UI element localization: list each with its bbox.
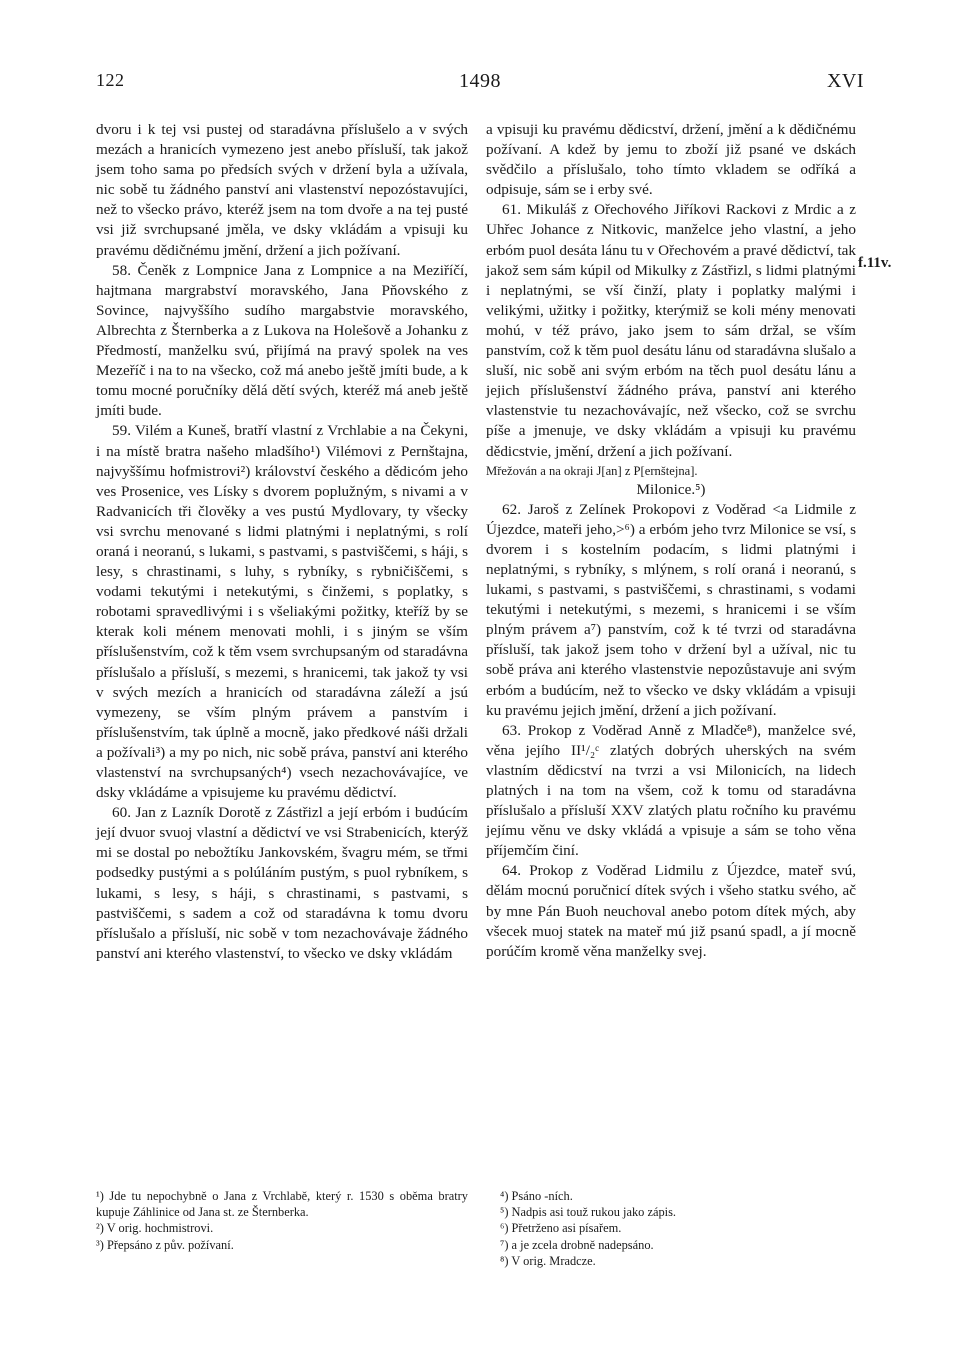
entry-60: 60. Jan z Lazník Dorotě z Zástřizl a její erbóm i budúcím její dvuor svuoj vlastní a dědictví ve vsi Strabenicích, kterýž mi se dostal po nebožtíku Jankovském, švagru mém, se třmi podsedky pustými a s polúláním pustým, s puol rybníkem, s lukami, s lesy, s háji, s chrastinami, s pastvami, s pastviščemi, s sadem a což od staradávna k tomu dvoru příslušalo a přísluší, nic sobě v tom nezachovávaje žádného panství ani kterého vlastenství, to všecko ve dsky vkládám	[96, 804, 468, 962]
entry-61-note: Mřežován a na okraji J[an] z P[ernštejna].	[486, 463, 698, 478]
entry-63: 63. Prokop z Voděrad Anně z Mladče⁸), manželce své, věna jejího II¹/₂ᶜ zlatých dobrých uherských na svém vlastním dědicství na tvrzi a vsi Milonicích, na lidech platných i na tom na všem, což k tomu od staradávna příslušalo a přísluší XXV zlatých platu ročního ku pravému jejímu věnu ve dsky vkládá a vpisuje a sám se toho věna příjemčím činí.	[486, 721, 856, 860]
paragraph-continued-right: a vpisuji ku pravému dědicství, držení, jmění a k dědičnému požívaní. A kdež by jemu to zboží již psané ve dskách svědčilo a příslušalo, toho tímto vkladem se odříká a odpisuje, sám se i erby své.	[486, 121, 856, 199]
footnotes-right	[500, 1188, 856, 1269]
page-number: 122	[96, 70, 125, 90]
section-heading-milonice: Milonice.⁵)	[636, 480, 706, 498]
footnote-1: ¹) Jde tu nepochybně o Jana z Vrchlabě, který r. 1530 s oběma bratry kupuje Záhlinice od Jana st. ze Šternberka.	[96, 1189, 468, 1220]
paragraph-continued: dvoru i k tej vsi pustej od staradávna příslušelo a v svých mezách a hranicích vymezeno jest anebo přísluší, tak jakož jsem toho sama po předsích svých v držení byla a užívala, nic sobě tu žádného panství ani vlastenství nepozóstavujíci, než to všecko právo, kteréž jsem na tom dvoře a na tej pusté vsi již svrchupsané jměla, ve dsky vkládám a vpisuji ku pravému dědičnému jmění, držení a jich požívaní.	[96, 121, 468, 259]
left-column	[96, 120, 468, 964]
entry-58: 58. Čeněk z Lompnice Jana z Lompnice a na Meziříčí, hajtmana margrabství moravského, Jana Pňovského z Sovince, najvyššího sudího margabstvie moravského, Albrechta z Šternberka a z Lukova na Holešově a Johanku z Předmostí, manželku svú, přijímá na pravý spolek na ves Mezeříč i na to na všecko, což má anebo ještě jmíti bude, a k tomu mocné poručníky dělá dětí svých, kteréž má aneb ještě jmíti bude.	[96, 261, 468, 420]
footnotes-left	[96, 1188, 468, 1253]
footnote-3: ³) Přepsáno z pův. požívaní.	[96, 1237, 234, 1252]
entry-62: 62. Jaroš z Zelínek Prokopovi z Voděrad <a Lidmile z Újezdce, mateři jeho,>⁶) a erbóm jeho tvrz Milonice se vsí, s dvorem i s kostelním podacím, s lidmi platnými i neplatnými, s rybníky, s mlýnem, s rolí oraná i neoranú, s lukami, s pastvami, s pastviščemi, s chrastinami, s vodami tekutými i netekutými, s mezemi, s hranicemi i se vším plným právem a⁷) panstvím, což k té tvrzi od staradávna přísluší, tak jakož jsem toho v držení byl a užíval, nic tu sobě práva ani kterého vlastenstvie nepozůstavuje ani svým erbóm a budúcím, než to všecko ve dsky vkládám a vpisuji ku pravému jejich jmění, držení a jich požívaní.	[486, 500, 856, 719]
footnote-8: ⁸) V orig. Mradcze.	[500, 1253, 596, 1268]
volume-number: XVI	[826, 70, 864, 92]
right-column	[486, 120, 856, 962]
footnote-7: ⁷) a je zcela drobně nadepsáno.	[500, 1237, 654, 1252]
footnote-2: ²) V orig. hochmistrovi.	[96, 1221, 214, 1236]
footnote-6: ⁶) Přetrženo asi písařem.	[500, 1221, 622, 1236]
folio-margin-note: f.11v.	[858, 255, 892, 271]
entry-64: 64. Prokop z Voděrad Lidmilu z Újezdce, mateř svú, dělám mocnú poručnicí dítek svých i všeho statku svého, ač by mne Pán Buoh neuchoval anebo potom dítek mých, aby všecek muoj statek na mateř mú již psanú spadl, a jí mocně porúčím kromě věna manželky svej.	[486, 862, 856, 960]
footnote-5: ⁵) Nadpis asi touž rukou jako zápis.	[500, 1205, 677, 1220]
footnote-4: ⁴) Psáno -ních.	[500, 1189, 573, 1203]
year-heading: 1498	[459, 70, 501, 92]
entry-59: 59. Vilém a Kuneš, bratří vlastní z Vrchlabie a na Čekyni, i na místě bratra našeho mladšího¹) Vilémovi z Pernštajna, najvyššímu hofmistrovi²) království českého a dědicóm jeho ves Prosenice, ves Lísky s dvorem poplužným, s nivami a v Radvanicích tři člověky a ves pustú Mydlovary, ty všecky vsi svrchu menované s lidmi platnými i neplatnými, s rolí oraná i neoranú, s lukami, s pastvami, s pastviščemi, s háji, s lesy, s chrastinami, s luhy, s rybníky, s rybničiščemi, s vodami tekutými i netekutými, s činžemi, s poplatky, s robotami spravedlivými i s všeliakými požitky, kteříž by se kterak koli ménem menovati mohli, i s jiným se vším příslušenstvím, což k těm vsem svrchupsaným od staradávna příslušalo a přísluší, s mezemi, s hranicemi, tak jakož ty vsi v svých mezích a hranicích od staradávna záleží a jsú vymezeny, se vším plným právem a panstvím i příslušenstvím, tak úplně a mocně, jako předkové náši držali a požívali³) a my po nich, nic sobě práva, panství ani kterého vlastenství na svrchupsaných⁴) vsech nezachovávajíce, ve dsky vkládáme a vpisujeme ku pravému dědictví.	[96, 422, 468, 802]
page-header	[96, 70, 864, 94]
entry-61: 61. Mikuláš z Ořechového Jiříkovi Rackovi z Mrdic a z Uhřec Johance z Nitkovic, manželce jeho vlastní, a jeho erbóm puol desáta lánu tu v Ořechovém a pravé dědictví, tak jakož sem sám kúpil od Mikulky z Zástřizl, s lidmi platnými i neplatnými, se vší činží, platy i poplatky malými i velikými, užitky i požitky, kterýmiž se koli mény menovati mohú, v též právo, jako jsem to sám držal, se vším panstvím, což k těm puol desátu lánu od staradávna slušalo a sluší, nic sobě ani svým erbóm na těch puol desátu lánu a jejich příslušenství žádného práva, panství ani kterého vlastenstvie tu nezachovávajíc, než všecko, což se svrchu píše a jmenuje, ve dsky vkládám a vpisuji ku pravému dědicstvie, jmění, držení a jich požívaní.	[486, 201, 856, 460]
